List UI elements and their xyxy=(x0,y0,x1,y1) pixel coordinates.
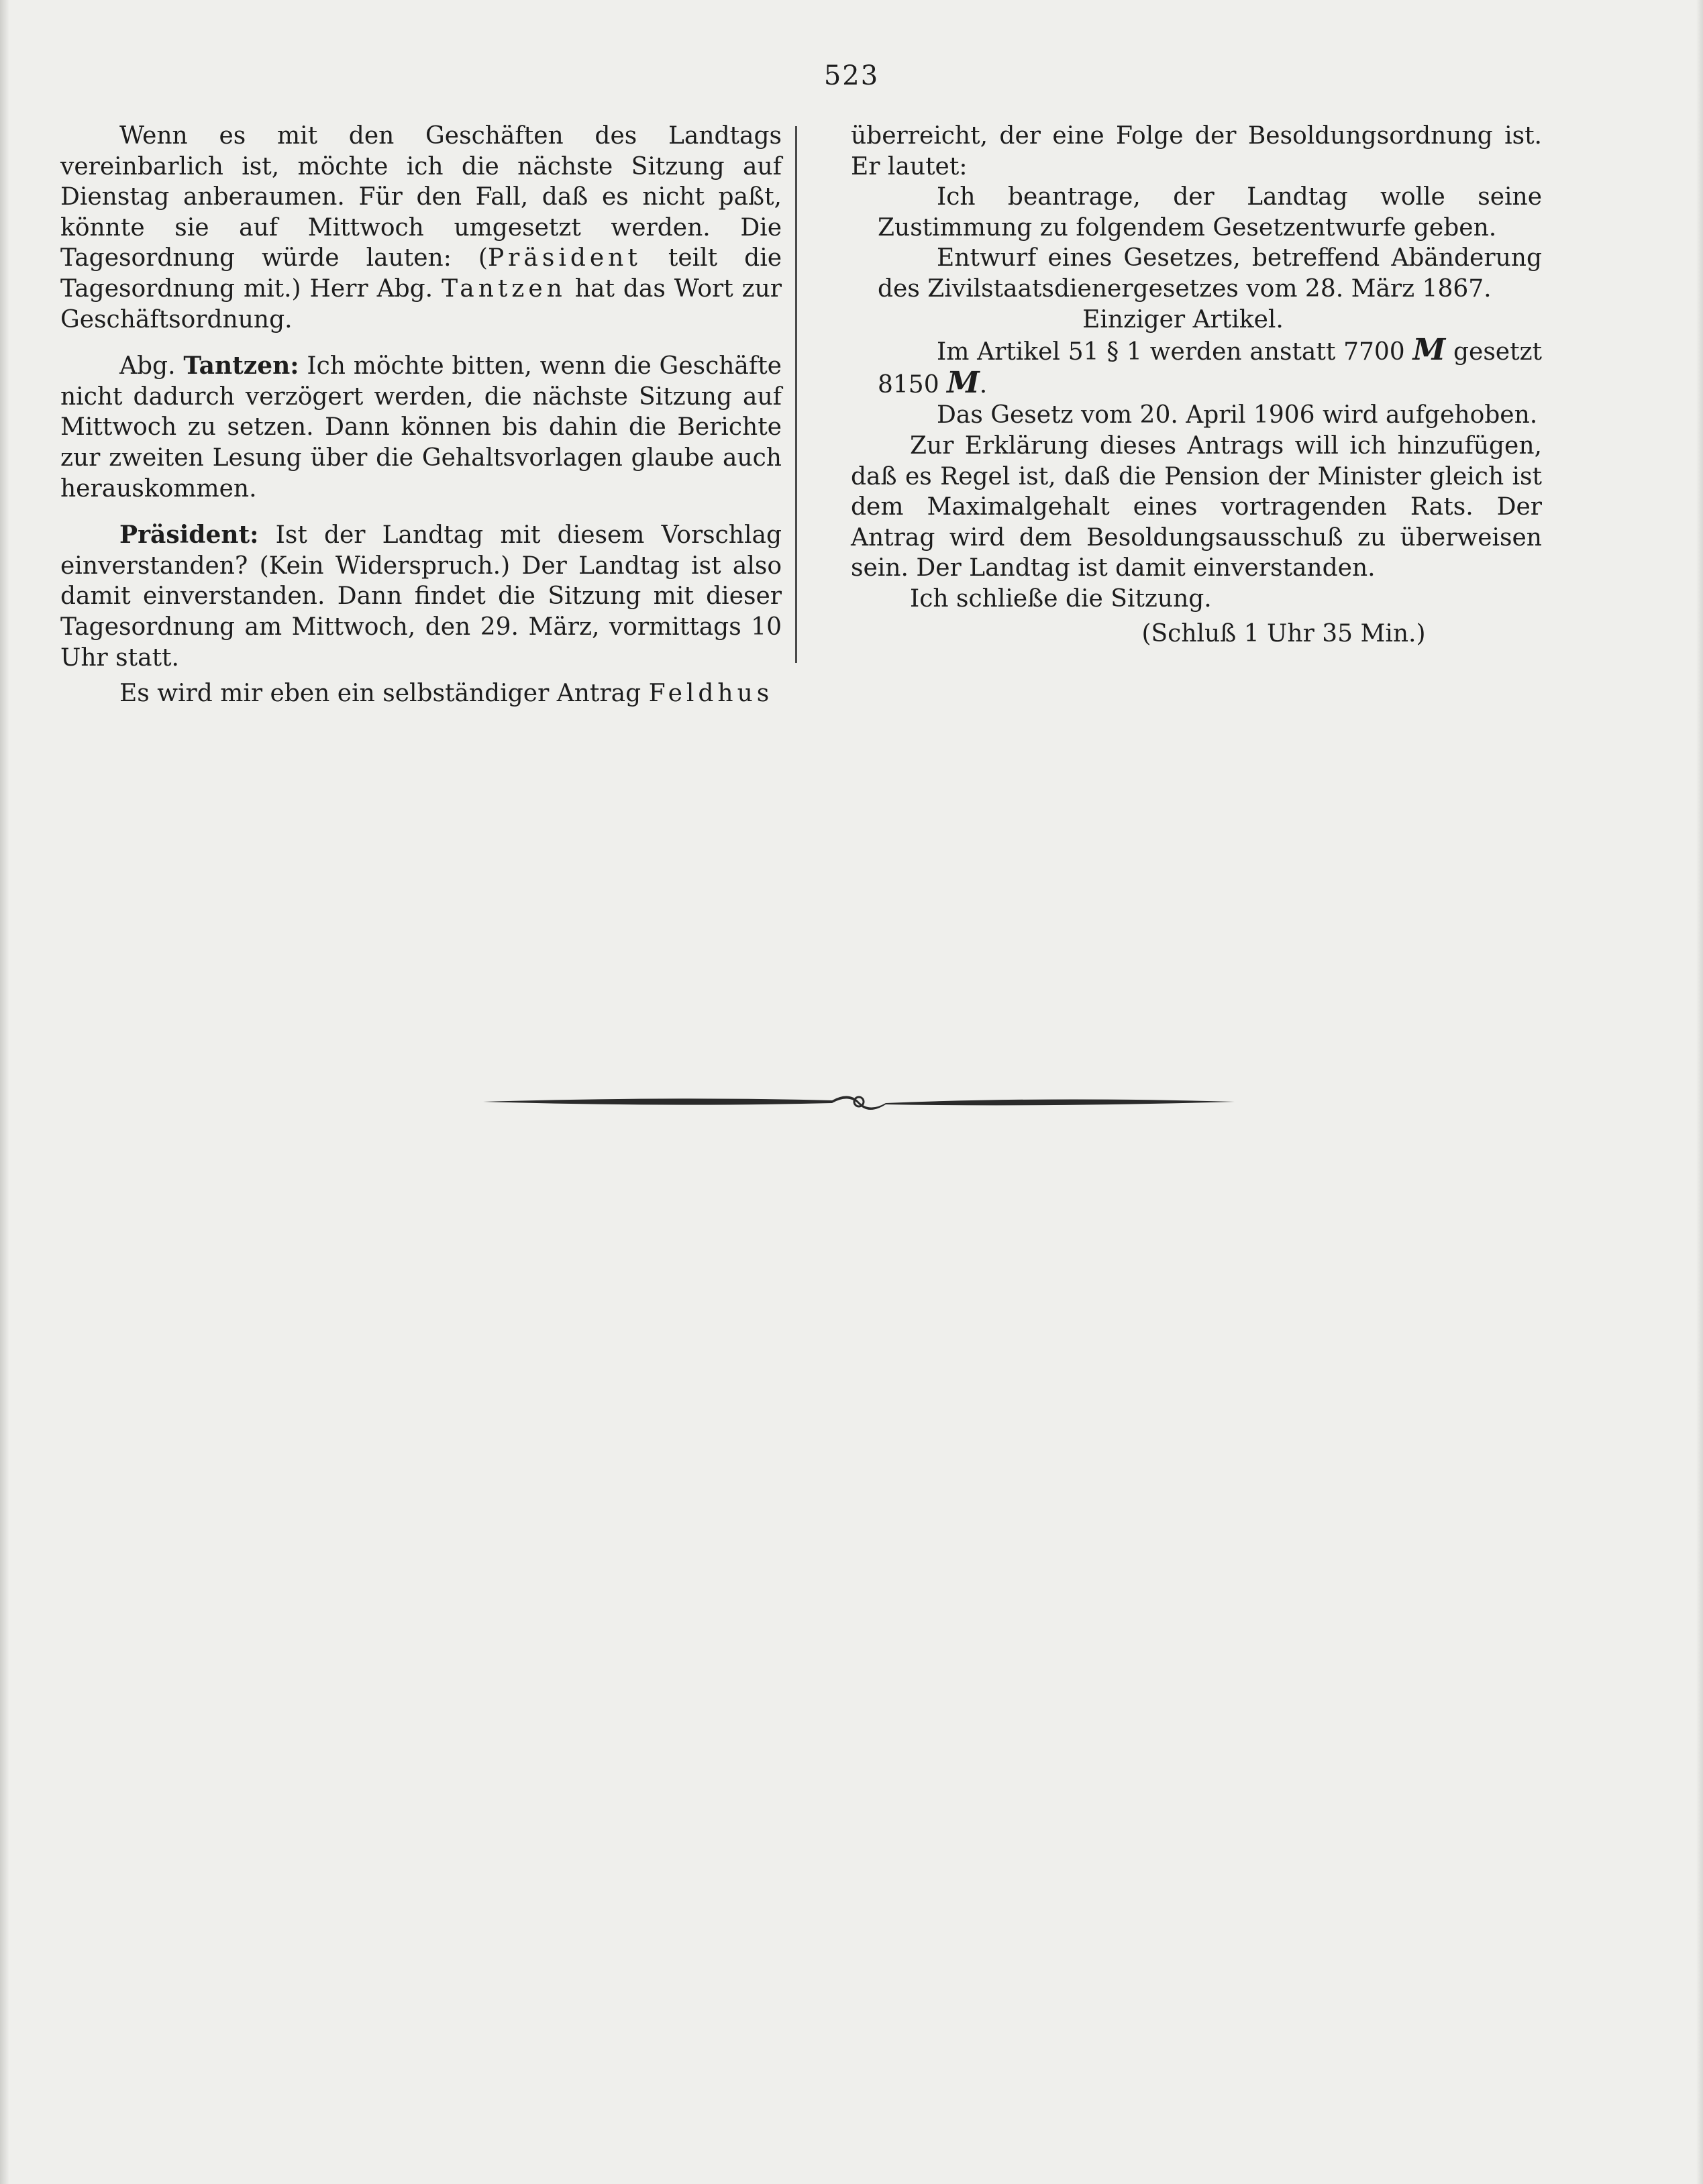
text-run: hat das Wort zur Geschäftsordnung. xyxy=(60,274,782,333)
currency-symbol: M xyxy=(1412,333,1446,368)
page-number: 523 xyxy=(823,60,880,91)
text-run: Es wird mir eben ein selbständiger Antrag xyxy=(119,680,649,708)
text-run: gesetzt 8150 xyxy=(878,338,1542,399)
text-run: . xyxy=(979,370,988,399)
spaced-name: Tantzen xyxy=(442,274,566,303)
page-edge-shadow-right xyxy=(1696,0,1703,2184)
currency-symbol: M xyxy=(947,365,980,400)
paragraph: Zur Erklärung dieses Antrags will ich hinzufügen, daß es Regel ist, daß die Pension der Minister gleich ist dem Maximalgehalt eines vortragenden Rats. Der Antrag wird dem Besoldungsausschuß zu überweisen sein. Der Landtag ist damit einverstanden. xyxy=(851,431,1542,582)
speaker-name: Tantzen: xyxy=(183,352,299,380)
paragraph xyxy=(60,678,782,709)
speaker-name: Präsident: xyxy=(119,521,259,550)
motion-text: Ich beantrage, der Landtag wolle seine Zustimmung zu folgendem Gesetzentwurfe geben. xyxy=(878,183,1542,242)
ornament-divider xyxy=(483,1082,1235,1122)
page-edge-shadow xyxy=(0,0,9,2184)
closing-sentence: Ich schließe die Sitzung. xyxy=(910,584,1212,613)
paragraph xyxy=(60,351,782,504)
repeal-clause: Das Gesetz vom 20. April 1906 wird aufgehoben. xyxy=(937,401,1538,429)
paragraph: überreicht, der eine Folge der Besoldungsordnung ist. Er lautet: xyxy=(851,122,1542,180)
spaced-name: Feldhus xyxy=(648,680,774,708)
bill-title: Entwurf eines Gesetzes, betreffend Abänderung des Zivilstaatsdienergesetzes vom 28. März 1867. xyxy=(878,244,1542,303)
text-run: teilt die Tagesordnung mit.) Herr Abg. xyxy=(60,244,782,303)
paragraph xyxy=(60,520,782,673)
text-run: Ich möchte bitten, wenn die Geschäfte nicht dadurch verzögert werden, die nächste Sitzung auf Mittwoch zu setzen. Dann können bis dahin die Berichte zur zweiten Lesung über die Gehaltsvorlagen glaube auch herauskommen. xyxy=(60,352,782,503)
text-run: Im Artikel 51 § 1 werden anstatt 7700 xyxy=(937,338,1413,366)
article-text xyxy=(878,335,1542,400)
left-column xyxy=(60,121,782,709)
text-run: Abg. xyxy=(119,352,184,380)
article-heading: Einziger Artikel. xyxy=(1082,305,1284,333)
text-run: Wenn es mit den Geschäften des Landtags vereinbarlich ist, möchte ich die nächste Sitzung auf Dienstag anberaumen. Für den Fall, daß es nicht paßt, könnte sie auf Mittwoch umgesetzt werden. Die Tagesordnung würde lauten: ( xyxy=(60,122,782,272)
paragraph xyxy=(60,121,782,335)
column-divider xyxy=(795,126,797,663)
right-column xyxy=(851,121,1542,649)
closing-time: (Schluß 1 Uhr 35 Min.) xyxy=(1141,619,1426,647)
text-run: Ist der Landtag mit diesem Vorschlag einverstanden? (Kein Widerspruch.) Der Landtag ist also damit einverstanden. Dann findet die Sitzung mit dieser Tagesordnung am Mittwoch, den 29. März, vormittags 10 Uhr statt. xyxy=(60,521,782,672)
spaced-name: Präsident xyxy=(487,244,641,272)
